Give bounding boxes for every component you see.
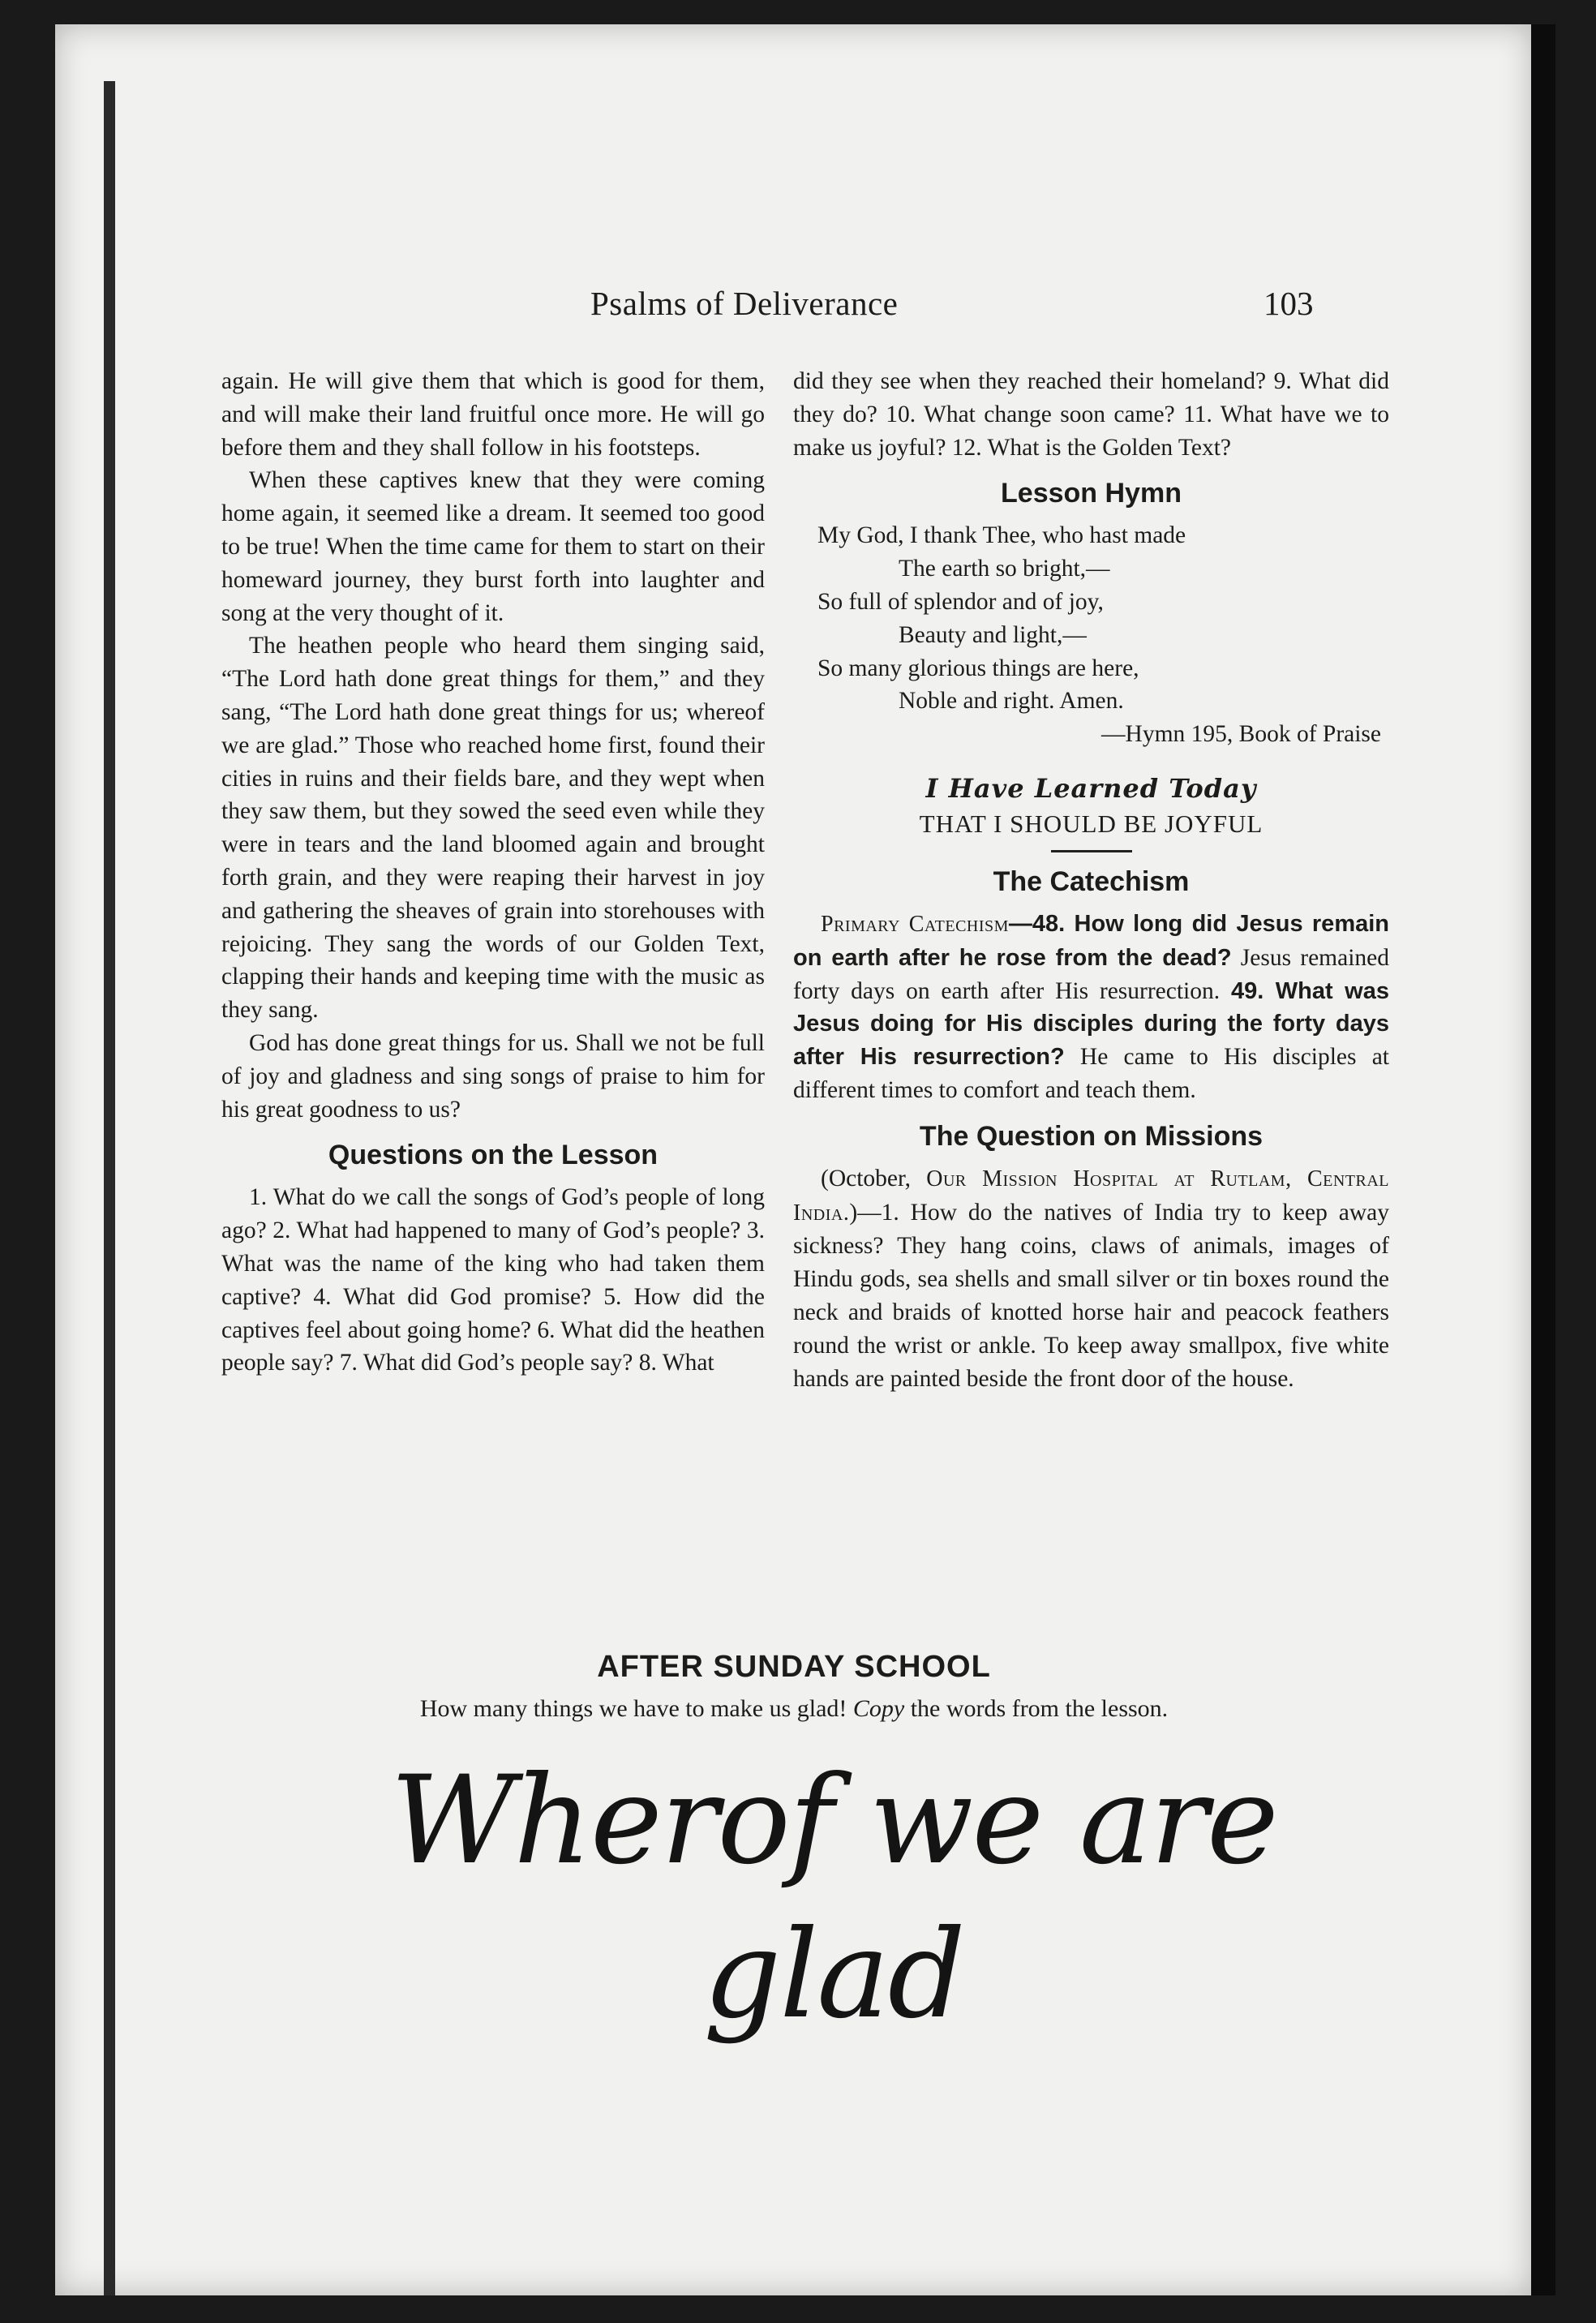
missions-text bbox=[793, 1162, 1389, 1396]
after-sunday-school-heading: AFTER SUNDAY SCHOOL bbox=[597, 1650, 991, 1684]
hymn-heading: Lesson Hymn bbox=[1001, 478, 1182, 509]
learned-today-text: THAT I SHOULD BE JOYFUL bbox=[919, 809, 1264, 838]
paragraph: The heathen people who heard them singing said, “The Lord hath done great things for them,” and they sang, “The Lord hath done great things for us; whereof we are glad.” Those who reached home first, found their cities in ruins and their fields bare, and they wept when they saw them, but they sowed the seed even while they were in tears and the land bloomed again and brought forth grain, and they were reaping their harvest in joy and gathering the sheaves of grain into storehouses with rejoicing. They sang the words of our Golden Text, clapping their hands and keeping time with the music as they sang. bbox=[221, 633, 765, 1024]
page-number: 103 bbox=[1264, 285, 1314, 322]
script-handwriting: Wherof we are glad bbox=[390, 1750, 1277, 2046]
hymn-line: My God, I thank Thee, who hast made bbox=[817, 522, 1186, 549]
catechism-question-49: 49. What was Jesus doing for His disciples during the forty days after His resurrection? bbox=[793, 977, 1389, 1071]
running-title: Psalms of Deliverance bbox=[590, 285, 899, 322]
questions-continued: did they see when they reached their homeland? 9. What did they do? 10. What change soon came? 11. What have we to make us joyful? 12. What is the Golden Text? bbox=[793, 368, 1389, 461]
right-column bbox=[793, 365, 1389, 1395]
hymn-line: Noble and right. Amen. bbox=[899, 688, 1124, 715]
after-sunday-school-text bbox=[55, 1695, 1533, 1723]
hymn-line: So many glorious things are here, bbox=[817, 655, 1139, 681]
hymn-source: —Hymn 195, Book of Praise bbox=[1101, 721, 1381, 748]
questions-heading: Questions on the Lesson bbox=[328, 1140, 659, 1171]
missions-prefix: (October, bbox=[821, 1165, 927, 1192]
after-text-end: the words from the lesson. bbox=[904, 1695, 1169, 1722]
after-text-start: How many things we have to make us glad! bbox=[419, 1695, 853, 1722]
hymn-line: So full of splendor and of joy, bbox=[817, 588, 1104, 615]
catechism-answer-48: Jesus remained forty days on earth after His resurrection. bbox=[793, 944, 1389, 1004]
book-page bbox=[55, 24, 1533, 2295]
learned-today-heading: I Have Learned Today bbox=[925, 772, 1257, 804]
catechism-heading: The Catechism bbox=[993, 865, 1190, 897]
paragraph: God has done great things for us. Shall we not be full of joy and gladness and sing songs of praise to him for his great goodness to us? bbox=[221, 1029, 765, 1123]
paragraph: again. He will give them that which is good for them, and will make their land fruitful once more. He will go before them and they shall follow in his footsteps. bbox=[221, 368, 765, 461]
catechism-text bbox=[793, 908, 1389, 1107]
left-column bbox=[221, 365, 765, 1380]
hymn-line: The earth so bright,— bbox=[899, 556, 1110, 582]
after-text-copy: Copy bbox=[852, 1695, 905, 1722]
paragraph: When these captives knew that they were coming home again, it seemed like a dream. It seemed too good to be true! When the time came for them to start on their homeward journey, they burst forth into laughter and song at the very thought of it. bbox=[221, 467, 765, 626]
page-binding-edge bbox=[104, 81, 115, 2295]
running-header bbox=[55, 284, 1533, 333]
hymn-line: Beauty and light,— bbox=[899, 621, 1087, 648]
questions-text: 1. What do we call the songs of God’s people of long ago? 2. What had happened to many of God’s people? 3. What was the name of the king who had taken them captive? 4. What did God promise? 5. How did the captives feel about going home? 6. What did the heathen people say? 7. What did God’s people say? 8. What bbox=[221, 1184, 765, 1376]
missions-label: Our Mission Hospital at Rutlam, Central India. bbox=[793, 1166, 1389, 1226]
catechism-answer-49: He came to His disciples at different times to comfort and teach them. bbox=[793, 1044, 1389, 1103]
missions-body: )—1. How do the natives of India try to keep away sickness? They hang coins, claws of animals, images of Hindu gods, sea shells and small silver or tin boxes round the neck and braids of knotted horse hair and peacock feathers round the wrist or ankle. To keep away smallpox, five white hands are painted beside the front door of the house. bbox=[793, 1199, 1389, 1392]
catechism-label: Primary Catechism bbox=[821, 911, 1009, 937]
divider-rule bbox=[1051, 850, 1132, 852]
hymn-verse bbox=[817, 519, 1389, 751]
book-edge-shadow bbox=[1531, 24, 1555, 2295]
missions-heading: The Question on Missions bbox=[919, 1120, 1264, 1152]
catechism-question-48: —48. How long did Jesus remain on earth after he rose from the dead? bbox=[793, 910, 1389, 971]
